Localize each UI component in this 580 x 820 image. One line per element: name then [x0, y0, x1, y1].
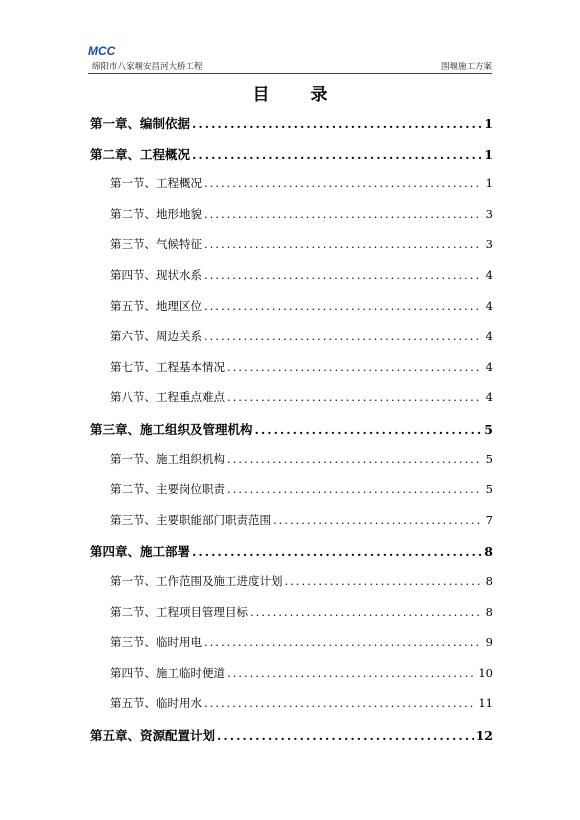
toc-entry-page: 5 — [485, 451, 493, 466]
toc-entry-label: 第三节、气候特征 — [110, 237, 202, 252]
toc-entry-label: 第二章、工程概况 — [90, 146, 191, 162]
toc-entry[interactable] — [110, 665, 493, 681]
toc-entry[interactable] — [110, 695, 493, 711]
toc-entry-label: 第八节、工程重点难点 — [110, 390, 225, 405]
toc-leader — [250, 605, 481, 619]
toc-entry[interactable] — [110, 298, 493, 314]
toc-entry-label: 第四节、现状水系 — [110, 268, 202, 282]
mcc-logo: MCC — [88, 44, 116, 58]
toc-entry-label: 第五节、地理区位 — [110, 298, 202, 313]
toc-leader — [227, 482, 481, 496]
toc-entry-label: 第一节、工程概况 — [110, 176, 202, 191]
toc-entry-label: 第一章、编制依据 — [90, 116, 191, 131]
toc-entry-page: 4 — [485, 298, 493, 313]
toc-entry-page: 3 — [485, 237, 493, 252]
toc-entry-page: 5 — [484, 422, 493, 437]
toc-entry-label: 第二节、工程项目管理目标 — [110, 604, 248, 619]
toc-leader — [192, 116, 481, 131]
toc-entry-page: 8 — [485, 604, 493, 619]
toc-entry-page: 12 — [475, 728, 493, 743]
toc-leader — [227, 360, 481, 374]
toc-leader — [204, 329, 481, 343]
toc-entry-label: 第六节、周边关系 — [110, 329, 202, 344]
toc-leader — [227, 452, 481, 466]
toc-entry-label: 第二节、地形地貌 — [110, 206, 202, 221]
toc-entry[interactable] — [90, 114, 493, 132]
toc-leader — [273, 513, 481, 527]
toc-entry[interactable] — [110, 634, 493, 650]
toc-leader — [192, 544, 481, 559]
toc-entry-page: 9 — [485, 635, 493, 650]
toc-leader — [192, 147, 481, 162]
toc-title: 目 录 — [252, 85, 340, 105]
toc-entry-label: 第四节、施工临时便道 — [110, 665, 225, 680]
toc-entry[interactable] — [110, 175, 493, 191]
toc-entry[interactable] — [110, 604, 493, 620]
toc-leader — [227, 390, 481, 404]
toc-entry-page: 4 — [485, 329, 493, 344]
toc-entry[interactable] — [110, 359, 493, 375]
toc-entry-page: 8 — [485, 574, 493, 588]
toc-leader — [285, 574, 482, 588]
toc-entry[interactable] — [110, 206, 493, 222]
toc-leader — [204, 207, 481, 221]
toc-leader — [204, 696, 476, 710]
toc-entry-label: 第一节、施工组织机构 — [110, 451, 225, 466]
toc-leader — [204, 299, 481, 313]
toc-leader — [227, 666, 476, 680]
toc-entry-page: 1 — [485, 176, 493, 191]
toc-entry[interactable] — [110, 389, 493, 405]
toc-entry[interactable] — [110, 573, 493, 589]
toc-entry-page: 4 — [485, 268, 493, 282]
toc-entry[interactable] — [110, 512, 493, 528]
toc-leader — [217, 728, 474, 743]
toc-entry-label: 第三章、施工组织及管理机构 — [90, 422, 253, 437]
toc-leader — [204, 635, 481, 649]
toc-leader — [204, 268, 481, 282]
toc-entry-label: 第四章、施工部署 — [90, 544, 191, 560]
toc-entry[interactable] — [90, 726, 493, 744]
toc-entry-page: 3 — [485, 206, 493, 221]
toc-entry-label: 第三节、临时用电 — [110, 635, 202, 650]
toc-entry-page: 5 — [485, 482, 493, 497]
toc-leader — [255, 422, 481, 437]
toc-entry-page: 1 — [484, 116, 493, 131]
toc-entry[interactable] — [110, 451, 493, 467]
toc-leader — [204, 237, 481, 251]
toc-entry-page: 10 — [478, 665, 493, 680]
toc-entry-page: 8 — [484, 544, 493, 560]
toc-entry-label: 第五章、资源配置计划 — [90, 728, 216, 743]
toc-entry-label: 第五节、临时用水 — [110, 696, 202, 711]
toc-entry[interactable] — [110, 236, 493, 252]
toc-entry-label: 第七节、工程基本情况 — [110, 359, 225, 374]
toc-entry-label: 第一节、工作范围及施工进度计划 — [110, 574, 283, 588]
toc-entry[interactable] — [90, 542, 493, 560]
toc-entry[interactable] — [110, 328, 493, 344]
toc-entry-page: 7 — [485, 512, 493, 527]
toc-entry[interactable] — [110, 481, 493, 497]
toc-entry-page: 4 — [485, 390, 493, 405]
header-document-name: 围堰施工方案 — [440, 62, 492, 72]
toc-entry-label: 第三节、主要职能部门职责范围 — [110, 512, 271, 527]
toc-leader — [204, 176, 481, 190]
toc-entry[interactable] — [90, 420, 493, 438]
header-project-name: 绵阳市八家堰安昌河大桥工程 — [92, 62, 203, 72]
toc-entry[interactable] — [90, 145, 493, 163]
toc-entry-page: 1 — [484, 146, 493, 162]
toc-entry[interactable] — [110, 267, 493, 283]
header-rule — [88, 73, 492, 74]
toc-entry-label: 第二节、主要岗位职责 — [110, 482, 225, 497]
toc-entry-page: 4 — [485, 359, 493, 374]
toc-entry-page: 11 — [478, 696, 493, 711]
